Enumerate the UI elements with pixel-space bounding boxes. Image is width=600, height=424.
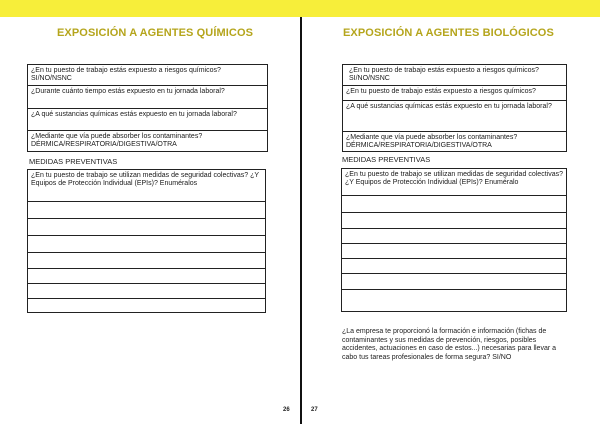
right-page-number: 27 (311, 407, 318, 413)
right-question-4: ¿Mediante que vía puede absorber los contaminantes? DÉRMICA/RESPIRATORIA/DIGESTIVA/OTRA (346, 134, 518, 149)
left-preventive-question: ¿En tu puesto de trabajo se utilizan medidas de seguridad colectivas? ¿Y Equipos de Protección Individual (EPIs)? Enuméralos (31, 172, 259, 187)
answer-line (342, 212, 566, 213)
right-question-1: ¿En tu puesto de trabajo estás expuesto a riesgos químicos? SI/NO/NSNC (343, 65, 566, 86)
answer-line (28, 235, 265, 236)
answer-line (342, 195, 566, 196)
left-preventive-box (27, 169, 266, 313)
answer-line (28, 283, 265, 284)
left-questions-box (27, 64, 268, 152)
left-question-2: ¿Durante cuánto tiempo estás expuesto en tu jornada laboral? (28, 86, 267, 109)
answer-line (28, 201, 265, 202)
left-preventive-title: MEDIDAS PREVENTIVAS (29, 157, 118, 166)
answer-line (342, 289, 566, 290)
right-preventive-question: ¿En tu puesto de trabajo se utilizan medidas de seguridad colectivas? ¿Y Equipos de Protección Individual (EPIs)? Enuméralo (345, 171, 563, 186)
right-questions-box (342, 64, 567, 152)
answer-line (28, 218, 265, 219)
right-question-3: ¿A qué sustancias químicas estás expuesto en tu jornada laboral? (343, 101, 566, 132)
answer-line (342, 243, 566, 244)
right-closing-question: ¿La empresa te proporcionó la formación e información (fichas de contaminantes y sus medidas de prevención, riesgos, posibles accidentes, actuaciones en caso de estos...) necesarias para llevar a cabo tus tareas profesionales de forma segura? SI/NO (342, 328, 557, 361)
top-yellow-bar (0, 0, 600, 17)
left-page-number: 26 (283, 407, 290, 413)
answer-line (342, 258, 566, 259)
left-question-3: ¿A qué sustancias químicas estás expuesto en tu jornada laboral? (28, 109, 267, 131)
left-page-title: EXPOSICIÓN A AGENTES QUÍMICOS (57, 27, 254, 39)
answer-line (28, 298, 265, 299)
right-preventive-title: MEDIDAS PREVENTIVAS (342, 155, 431, 164)
right-page-title: EXPOSICIÓN A AGENTES BIOLÓGICOS (343, 27, 554, 39)
answer-line (342, 228, 566, 229)
right-question-2: ¿En tu puesto de trabajo estás expuesto a riesgos químicos? (343, 86, 566, 101)
answer-line (28, 252, 265, 253)
page-spine (300, 17, 302, 424)
answer-line (28, 268, 265, 269)
left-question-1: ¿En tu puesto de trabajo estás expuesto a riesgos químicos? SI/NO/NSNC (28, 65, 267, 86)
answer-line (342, 273, 566, 274)
left-question-4: ¿Mediante que vía puede absorber los contaminantes? DÉRMICA/RESPIRATORIA/DIGESTIVA/OTRA (31, 133, 203, 148)
right-preventive-box (341, 168, 567, 312)
